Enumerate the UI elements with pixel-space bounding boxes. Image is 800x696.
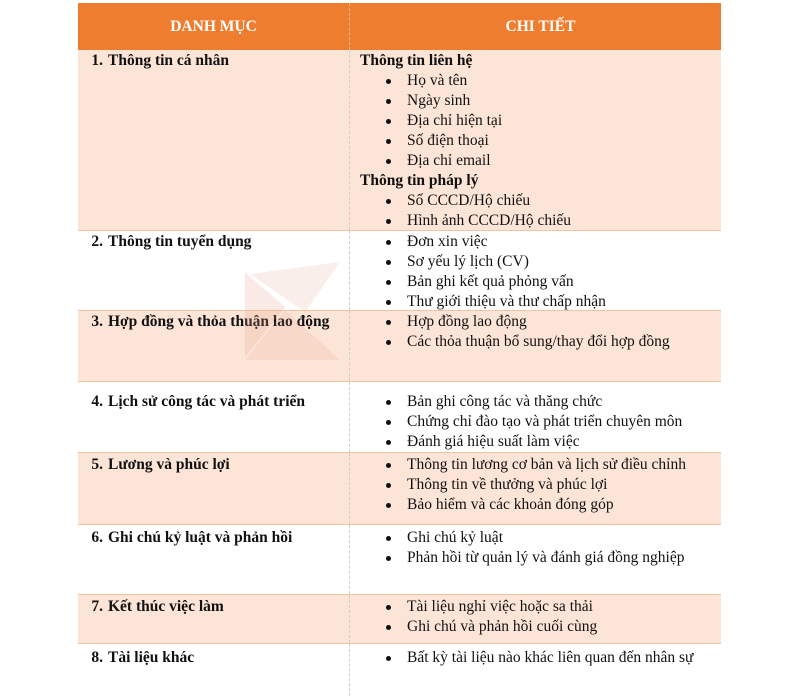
- list-item: Địa chỉ hiện tại: [360, 111, 721, 131]
- detail-list: [360, 597, 721, 637]
- detail-cell: [350, 453, 721, 524]
- list-item: Phản hồi từ quản lý và đánh giá đồng nghiệp: [360, 548, 721, 568]
- category-text: Thông tin cá nhân: [108, 52, 230, 69]
- bullet-icon: [386, 260, 391, 265]
- category-text: Kết thúc việc làm: [108, 598, 224, 615]
- detail-cell: [350, 50, 721, 230]
- category-number: 3.: [91, 313, 103, 330]
- category-cell: [78, 50, 350, 230]
- category-text: Lịch sử công tác và phát triển: [108, 393, 306, 410]
- detail-cell: [350, 382, 721, 452]
- bullet-icon: [386, 240, 391, 245]
- list-item: Bản ghi công tác và thăng chức: [360, 392, 721, 412]
- list-item: Sơ yếu lý lịch (CV): [360, 252, 721, 272]
- category-text: Tài liệu khác: [108, 649, 195, 666]
- category-cell: [78, 382, 350, 452]
- detail-list: [360, 528, 721, 568]
- hr-records-table: [78, 3, 721, 696]
- category-label: [91, 312, 344, 332]
- list-item: Hình ảnh CCCD/Hộ chiếu: [360, 211, 721, 231]
- bullet-icon: [386, 483, 391, 488]
- table-row: [78, 595, 721, 644]
- table-row: [78, 525, 721, 595]
- table-header: [78, 3, 721, 50]
- detail-cell: [350, 525, 721, 594]
- list-item: Ngày sinh: [360, 91, 721, 111]
- category-number: 2.: [91, 233, 103, 250]
- category-cell: [78, 231, 350, 310]
- list-item: Ghi chú và phản hồi cuối cùng: [360, 617, 721, 637]
- list-item: Bảo hiểm và các khoản đóng góp: [360, 495, 721, 515]
- bullet-icon: [386, 320, 391, 325]
- bullet-icon: [386, 605, 391, 610]
- table-row: [78, 453, 721, 525]
- category-label: [91, 528, 344, 548]
- bullet-icon: [386, 556, 391, 561]
- list-item: Bản ghi kết quả phỏng vấn: [360, 272, 721, 292]
- detail-list: [360, 312, 721, 352]
- category-text: Hợp đồng và thỏa thuận lao động: [108, 313, 330, 330]
- category-label: [91, 455, 344, 475]
- list-item: Đánh giá hiệu suất làm việc: [360, 432, 721, 452]
- category-cell: [78, 525, 350, 594]
- detail-cell: [350, 644, 721, 696]
- list-item: Hợp đồng lao động: [360, 312, 721, 332]
- bullet-icon: [386, 219, 391, 224]
- category-text: Lương và phúc lợi: [108, 456, 230, 473]
- table-row: [78, 50, 721, 231]
- detail-list: [360, 455, 721, 515]
- category-label: [91, 51, 344, 71]
- list-item: Thư giới thiệu và thư chấp nhận: [360, 292, 721, 312]
- bullet-icon: [386, 463, 391, 468]
- detail-list: [360, 648, 715, 668]
- category-number: 5.: [91, 456, 103, 473]
- table-row: [78, 644, 721, 696]
- bullet-icon: [386, 400, 391, 405]
- category-label: [91, 392, 344, 412]
- category-label: [91, 648, 344, 668]
- bullet-icon: [386, 99, 391, 104]
- header-category: DANH MỤC: [78, 3, 350, 50]
- category-cell: [78, 311, 350, 381]
- table-row: [78, 231, 721, 311]
- category-label: [91, 232, 344, 252]
- list-item: Họ và tên: [360, 71, 721, 91]
- category-cell: [78, 595, 350, 643]
- detail-list: [360, 392, 721, 452]
- list-item: Thông tin về thưởng và phúc lợi: [360, 475, 721, 495]
- list-item: Đơn xin việc: [360, 232, 721, 252]
- table-row: [78, 382, 721, 453]
- group-title: Thông tin pháp lý: [360, 172, 479, 189]
- table-row: [78, 311, 721, 382]
- bullet-icon: [386, 340, 391, 345]
- category-number: 4.: [91, 393, 103, 410]
- category-number: 6.: [91, 529, 103, 546]
- list-item: Thông tin lương cơ bản và lịch sử điều chỉnh: [360, 455, 721, 475]
- list-item: Chứng chỉ đào tạo và phát triển chuyên môn: [360, 412, 721, 432]
- bullet-icon: [386, 300, 391, 305]
- group-title: Thông tin liên hệ: [360, 52, 473, 69]
- category-number: 1.: [91, 52, 103, 69]
- category-cell: [78, 453, 350, 524]
- detail-list: [360, 71, 721, 171]
- list-item: Tài liệu nghỉ việc hoặc sa thải: [360, 597, 721, 617]
- bullet-icon: [386, 440, 391, 445]
- category-label: [91, 597, 344, 617]
- bullet-icon: [386, 280, 391, 285]
- list-item: Địa chỉ email: [360, 151, 721, 171]
- header-detail: CHI TIẾT: [505, 17, 576, 35]
- detail-cell: [350, 231, 721, 310]
- bullet-icon: [386, 79, 391, 84]
- list-item: Số điện thoại: [360, 131, 721, 151]
- category-number: 8.: [91, 649, 103, 666]
- bullet-icon: [386, 420, 391, 425]
- detail-list: [360, 232, 721, 312]
- bullet-icon: [386, 656, 391, 661]
- bullet-icon: [386, 199, 391, 204]
- bullet-icon: [386, 119, 391, 124]
- bullet-icon: [386, 503, 391, 508]
- bullet-icon: [386, 159, 391, 164]
- list-item: Ghi chú kỷ luật: [360, 528, 721, 548]
- bullet-icon: [386, 625, 391, 630]
- detail-cell: [350, 595, 721, 643]
- list-item: Bất kỳ tài liệu nào khác liên quan đến nhân sự: [360, 648, 715, 668]
- detail-list: [360, 191, 721, 231]
- category-number: 7.: [91, 598, 103, 615]
- detail-cell: [350, 311, 721, 381]
- bullet-icon: [386, 139, 391, 144]
- list-item: Số CCCD/Hộ chiếu: [360, 191, 721, 211]
- category-text: Thông tin tuyển dụng: [108, 233, 252, 250]
- category-text: Ghi chú kỷ luật và phản hồi: [108, 529, 293, 546]
- bullet-icon: [386, 536, 391, 541]
- category-cell: [78, 644, 350, 696]
- list-item: Các thỏa thuận bổ sung/thay đổi hợp đồng: [360, 332, 721, 352]
